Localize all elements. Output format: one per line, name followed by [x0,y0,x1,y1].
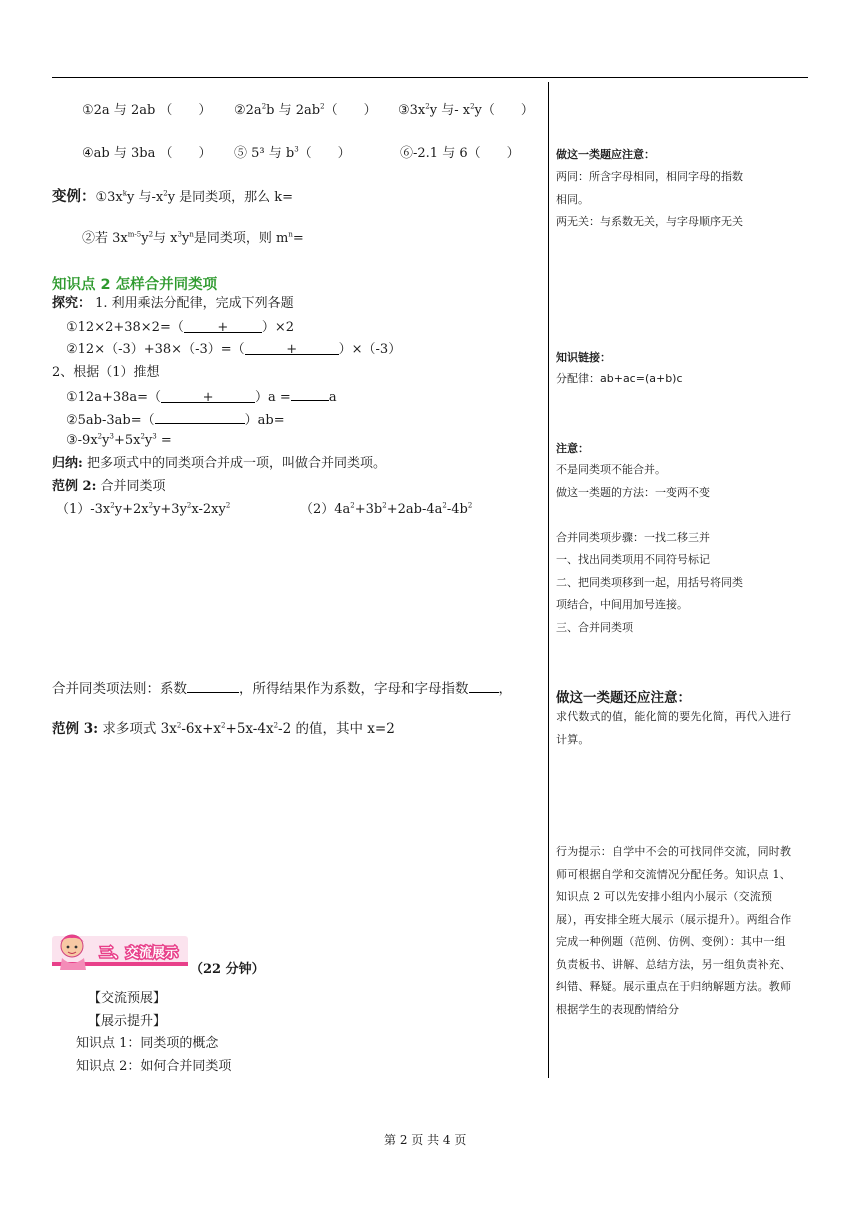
column-divider [548,82,549,1078]
banner-text: 三、交流展示 [100,946,179,961]
sidebar-step3: 三、合并同类项 [556,621,633,634]
sidebar-note2-head: 注意： [556,442,589,455]
blank-5[interactable] [155,411,245,424]
exercise-1b: $②2a^2b$ 与 $2ab^2$（ ） [234,102,377,118]
example2-1: $(1)-3x^2y+2x^2y+3y^2x-2xy^2$ [56,501,231,517]
summary: 归纳: 把多项式中的同类项合并成一项，叫做合并同类项。 [52,456,386,471]
sidebar-note1-head: 做这一类题应注意： [556,148,655,161]
blank-6[interactable] [187,680,239,693]
explore-line: 探究： 1. 利用乘法分配律，完成下列各题 [52,296,294,311]
sidebar-step2b: 项结合，中间用加号连接。 [556,598,688,611]
variant-q2: ②若 $3x^{m-5}y^2$与 $x^3y^n$是同类项，则 $m^n=$ [82,230,304,246]
section3-banner [52,928,188,972]
sidebar-link-head: 知识链接： [556,351,611,364]
explore-2: ②12×（-3）+38×（-3）=（ + ）×（-3） [66,342,402,357]
header-rule [52,77,808,78]
blank-4[interactable] [291,388,329,401]
section3-time: （22 分钟） [190,962,265,977]
merge-rule: 合并同类项法则：系数 ，所得结果作为系数，字母和字母指数 ， [52,681,512,697]
exercise-2c: ⑥-2.1 与 6（ ） [400,146,520,161]
sidebar-step1: 一、找出同类项用不同符号标记 [556,553,710,566]
sidebar-note3-head: 做这一类题还应注意： [556,690,691,706]
sidebar-link-text: 分配律：ab+ac=(a+b)c [556,372,683,385]
blank-1[interactable]: + [184,320,262,333]
sidebar-note2-line2: 做这一类题的方法：一变两不变 [556,486,710,499]
step2: 2、根据（1）推想 [52,365,160,380]
explore-1: ①12×2+38×2=（ + ）×2 [66,320,295,335]
knowledge2-title: 知识点 2 怎样合并同类项 [52,277,218,293]
example3: 范例 3: 求多项式 $3x^2-6x+x^2+5x-4x^2-2$ 的值，其中 x=2 [52,721,395,737]
sidebar-note2-line1: 不是同类项不能合并。 [556,463,666,476]
sidebar-note1-line3: 两无关：与系数无关，与字母顺序无关 [556,215,743,228]
blank-3[interactable]: + [161,390,255,403]
guess-1: ①12a+38a=（ + ）a = a [66,390,337,405]
exercise-2b: ⑤ 5³ 与 $b^3$（ ） [234,145,351,161]
page-number: 第 2 页 共 4 页 [384,1133,467,1147]
blank-2[interactable]: + [245,342,339,355]
sidebar-note1-line2: 相同。 [556,193,589,206]
section3-item4: 知识点 2：如何合并同类项 [76,1059,232,1074]
exercise-2a: ④ab 与 3ba （ ） [82,146,212,161]
sidebar-hint-text: 行为提示：自学中不会的可找同伴交流，同时教师可根据自学和交流情况分配任务。知识点 1、知识点 2 可以先安排小组内小展示（交流预展），再安排全班大展示（展示提升）。两组合作完成一种例题（范例、仿例、变例）：其中一组负责板书、讲解、总结方法，另一组负责补充、纠错、释疑。展示重点在于归纳解题方法。教师根据学生的表现酌情给分 [556,845,792,1016]
sidebar-note1-line1: 两同：所含字母相同，相同字母的指数 [556,170,743,183]
exercise-1a: ①2a 与 2ab （ ） [82,103,212,118]
example2-2: $(2)4a^2+3b^2+2ab-4a^2-4b^2$ [300,501,473,517]
variant-q1: 变例：$①3x^ky$ 与$-x^2y$ 是同类项，那么 k= [52,188,294,205]
sidebar-step2a: 二、把同类项移到一起，用括号将同类 [556,576,743,589]
guess-2: ②5ab-3ab=（ ）ab= [66,413,285,428]
guess-3: $③-9x^2y^3+5x^2y^3$ = [66,432,172,448]
section3-item3: 知识点 1：同类项的概念 [76,1036,219,1051]
section3-item1: 【交流预展】 [88,991,167,1006]
sidebar-steps-head: 合并同类项步骤：一找二移三并 [556,531,710,544]
section3-item2: 【展示提升】 [88,1014,167,1029]
exercise-1c: $③3x^2y$ 与- $x^2y$（ ） [398,102,534,118]
blank-7[interactable] [469,680,499,693]
example2-head: 范例 2: 合并同类项 [52,479,166,494]
sidebar-note3-text: 求代数式的值，能化简的要先化简，再代入进行计算。 [556,710,792,746]
